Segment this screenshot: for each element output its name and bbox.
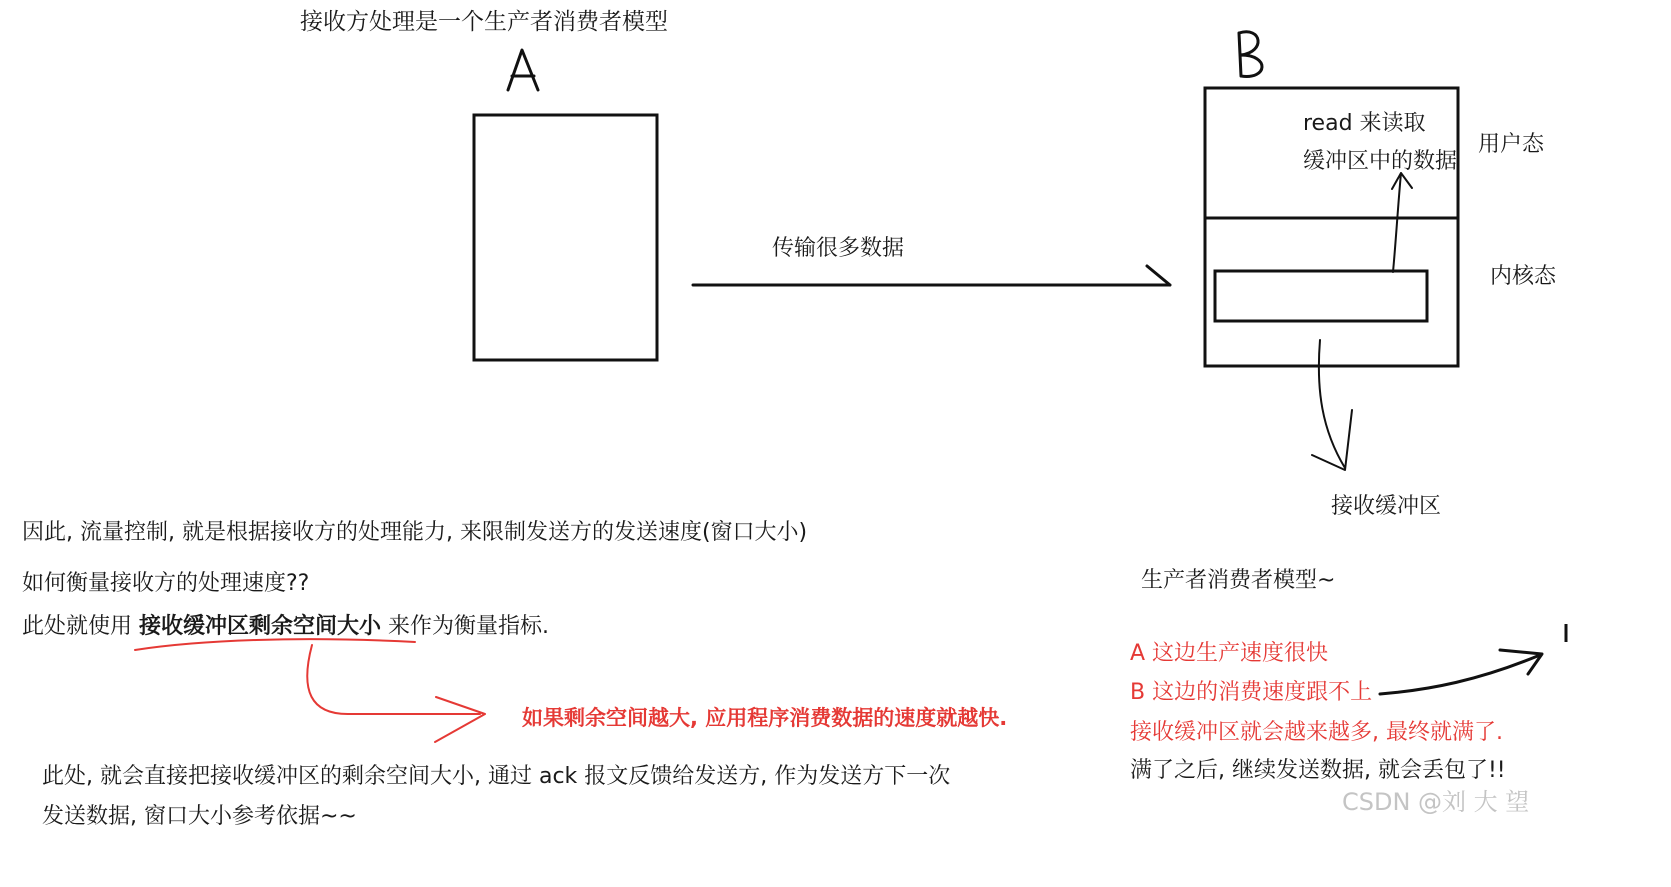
- read-label-line1: read 来读取: [1303, 111, 1426, 136]
- transfer-label: 传输很多数据: [772, 236, 905, 261]
- overflow-arrow: [1380, 650, 1542, 694]
- note-drop: 满了之后, 继续发送数据, 就会丢包了!!: [1130, 758, 1506, 783]
- csdn-watermark: CSDN @刘 大 望: [1342, 788, 1530, 816]
- model-heading: 生产者消费者模型~: [1141, 568, 1336, 593]
- recv-buffer-label: 接收缓冲区: [1331, 494, 1442, 519]
- node-b-label: B: [1250, 54, 1252, 56]
- kernel-space-label: 内核态: [1490, 264, 1557, 289]
- user-space-label: 用户态: [1478, 132, 1545, 157]
- note-buffer-full: 接收缓冲区就会越来越多, 最终就满了.: [1130, 720, 1503, 745]
- buffer-pointer-arrow: [1312, 340, 1352, 470]
- conclusion-arrow: [307, 645, 485, 742]
- metric-line: [22, 614, 549, 639]
- receive-buffer-box: [1215, 271, 1427, 321]
- note-a-fast: A 这边生产速度很快: [1130, 641, 1329, 666]
- red-conclusion: 如果剩余空间越大, 应用程序消费数据的速度就越快.: [522, 706, 1008, 730]
- metric-key: 接收缓冲区剩余空间大小: [139, 614, 382, 639]
- ack-line-1: 此处, 就会直接把接收缓冲区的剩余空间大小, 通过 ack 报文反馈给发送方, 作为发送方下一次: [42, 764, 951, 789]
- intro-text: 因此, 流量控制, 就是根据接收方的处理能力, 来限制发送方的发送速度(窗口大小): [22, 520, 808, 545]
- ack-line-2: 发送数据, 窗口大小参考依据~~: [42, 804, 357, 829]
- metric-underline: [135, 639, 415, 650]
- node-a-label: A: [522, 69, 524, 71]
- metric-suffix: 来作为衡量指标.: [388, 614, 550, 639]
- transfer-arrow: [693, 266, 1170, 285]
- diagram-title: 接收方处理是一个生产者消费者模型: [300, 9, 668, 35]
- note-b-slow: B 这边的消费速度跟不上: [1130, 680, 1373, 705]
- question-text: 如何衡量接收方的处理速度??: [22, 571, 310, 596]
- read-label-line2: 缓冲区中的数据: [1303, 149, 1458, 174]
- box-a: [474, 115, 657, 360]
- metric-prefix: 此处就使用: [22, 614, 133, 639]
- read-arrow: [1392, 173, 1412, 272]
